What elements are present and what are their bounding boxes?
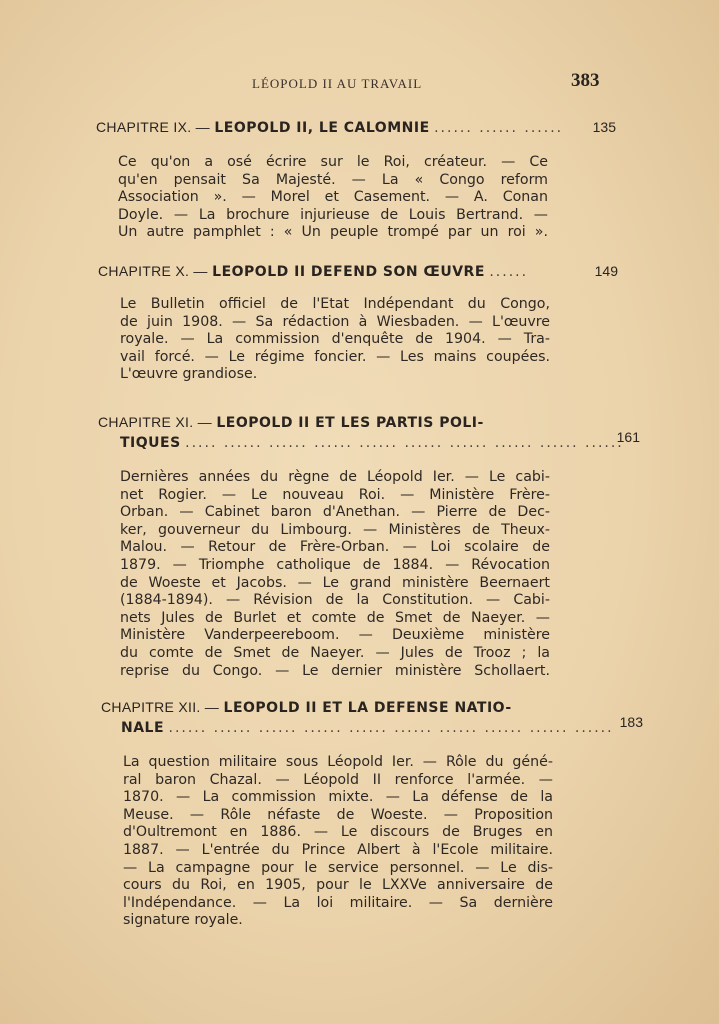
- summary-line: Un autre pamphlet : « Un peuple trompé par un roi ».: [118, 224, 548, 241]
- chapter-number: CHAPITRE XI. —: [98, 414, 212, 430]
- chapter-page-ref: 183: [619, 714, 643, 730]
- summary-line: Meuse. — Rôle néfaste de Woeste. — Proposition: [123, 806, 553, 823]
- chapter-title: LEOPOLD II, LE CALOMNIE: [214, 120, 430, 136]
- summary-line: ker, gouverneur du Limbourg. — Ministères de Theux-: [120, 521, 550, 538]
- chapter-page-ref: 135: [592, 119, 616, 135]
- chapter-number: CHAPITRE X. —: [98, 263, 208, 279]
- summary-line: cours du Roi, en 1905, pour le LXXVe anniversaire de: [123, 877, 553, 894]
- summary-line: La question militaire sous Léopold Ier. — Rôle du géné-: [123, 754, 553, 770]
- chapter-title-cont: NALE: [121, 720, 165, 736]
- summary-line: Le Bulletin officiel de l'Etat Indépendant du Congo,: [120, 296, 550, 312]
- chapter-summary: [120, 296, 550, 384]
- summary-line: 1879. — Triomphe catholique de 1884. — Révocation: [120, 556, 550, 573]
- chapter-entry: [98, 261, 618, 384]
- summary-line: qu'en pensait Sa Majesté. — La « Congo reform: [118, 171, 548, 188]
- leader-dots: ......: [489, 264, 529, 280]
- summary-line: Orban. — Cabinet baron d'Anethan. — Pierre de Dec-: [120, 504, 550, 521]
- summary-line: l'Indépendance. — La loi militaire. — Sa dernière: [123, 894, 553, 911]
- chapter-page-ref: 149: [594, 263, 618, 279]
- chapter-heading: [96, 117, 616, 138]
- chapter-title: LEOPOLD II ET LES PARTIS POLI-: [216, 415, 484, 431]
- chapter-entry: [101, 697, 643, 930]
- summary-line: nets Jules de Burlet et comte de Smet de Naeyer. —: [120, 609, 550, 626]
- summary-line: du comte de Smet de Naeyer. — Jules de Trooz ; la: [120, 644, 550, 661]
- leader-dots: ...... ...... ......: [434, 120, 564, 136]
- chapter-heading-cont: [101, 714, 643, 738]
- chapter-summary: [120, 469, 550, 680]
- summary-line: (1884-1894). — Révision de la Constitution. — Cabi-: [120, 592, 550, 609]
- leader-dots: ...... ...... ...... ...... ...... ...... ...... ...... ...... ......: [168, 720, 614, 736]
- chapter-entry: [96, 117, 616, 242]
- chapter-heading: [101, 697, 621, 718]
- chapter-number: CHAPITRE IX. —: [96, 119, 210, 135]
- summary-line: d'Oultremont en 1886. — Le discours de Bruges en: [123, 824, 553, 841]
- summary-line: Ministère Vanderpeereboom. — Deuxième ministère: [120, 627, 550, 644]
- chapter-page-ref: 161: [616, 429, 640, 445]
- summary-line: Malou. — Retour de Frère-Orban. — Loi scolaire de: [120, 539, 550, 556]
- summary-line: 1870. — La commission mixte. — La défense de la: [123, 789, 553, 806]
- summary-line: Dernières années du règne de Léopold Ier. — Le cabi-: [120, 469, 550, 485]
- chapter-heading: [98, 412, 618, 433]
- summary-line: de juin 1908. — Sa rédaction à Wiesbaden. — L'œuvre: [120, 313, 550, 330]
- leader-dots: ..... ...... ...... ...... ...... ...... ...... ...... ...... ......: [185, 435, 624, 451]
- summary-line: Ce qu'on a osé écrire sur le Roi, créateur. — Ce: [118, 154, 548, 170]
- chapter-title: LEOPOLD II DEFEND SON ŒUVRE: [212, 264, 485, 280]
- chapter-summary: [118, 154, 548, 242]
- chapter-number: CHAPITRE XII. —: [101, 699, 220, 715]
- chapter-title: LEOPOLD II ET LA DEFENSE NATIO-: [223, 700, 512, 716]
- summary-line: reprise du Congo. — Le dernier ministère Schollaert.: [120, 662, 550, 679]
- chapter-heading-cont: [98, 429, 640, 453]
- chapter-summary: [123, 754, 553, 930]
- summary-line: ral baron Chazal. — Léopold II renforce l'armée. —: [123, 771, 553, 788]
- summary-line: Doyle. — La brochure injurieuse de Louis Bertrand. —: [118, 206, 548, 223]
- chapter-heading: [98, 261, 618, 282]
- summary-line: Association ». — Morel et Casement. — A. Conan: [118, 189, 548, 206]
- summary-line: de Woeste et Jacobs. — Le grand ministère Beernaert: [120, 574, 550, 591]
- chapter-title-cont: TIQUES: [120, 435, 181, 451]
- summary-line: — La campagne pour le service personnel. — Le dis-: [123, 859, 553, 876]
- summary-line: signature royale.: [123, 912, 243, 929]
- summary-line: 1887. — L'entrée du Prince Albert à l'Ecole militaire.: [123, 841, 553, 858]
- running-head: LÉOPOLD II AU TRAVAIL: [252, 76, 423, 91]
- chapter-entry: [98, 412, 640, 680]
- summary-line: L'œuvre grandiose.: [120, 366, 258, 383]
- summary-line: net Rogier. — Le nouveau Roi. — Ministère Frère-: [120, 486, 550, 503]
- summary-line: royale. — La commission d'enquête de 1904. — Tra-: [120, 331, 550, 348]
- page-number: 383: [571, 70, 600, 91]
- summary-line: vail forcé. — Le régime foncier. — Les mains coupées.: [120, 348, 550, 365]
